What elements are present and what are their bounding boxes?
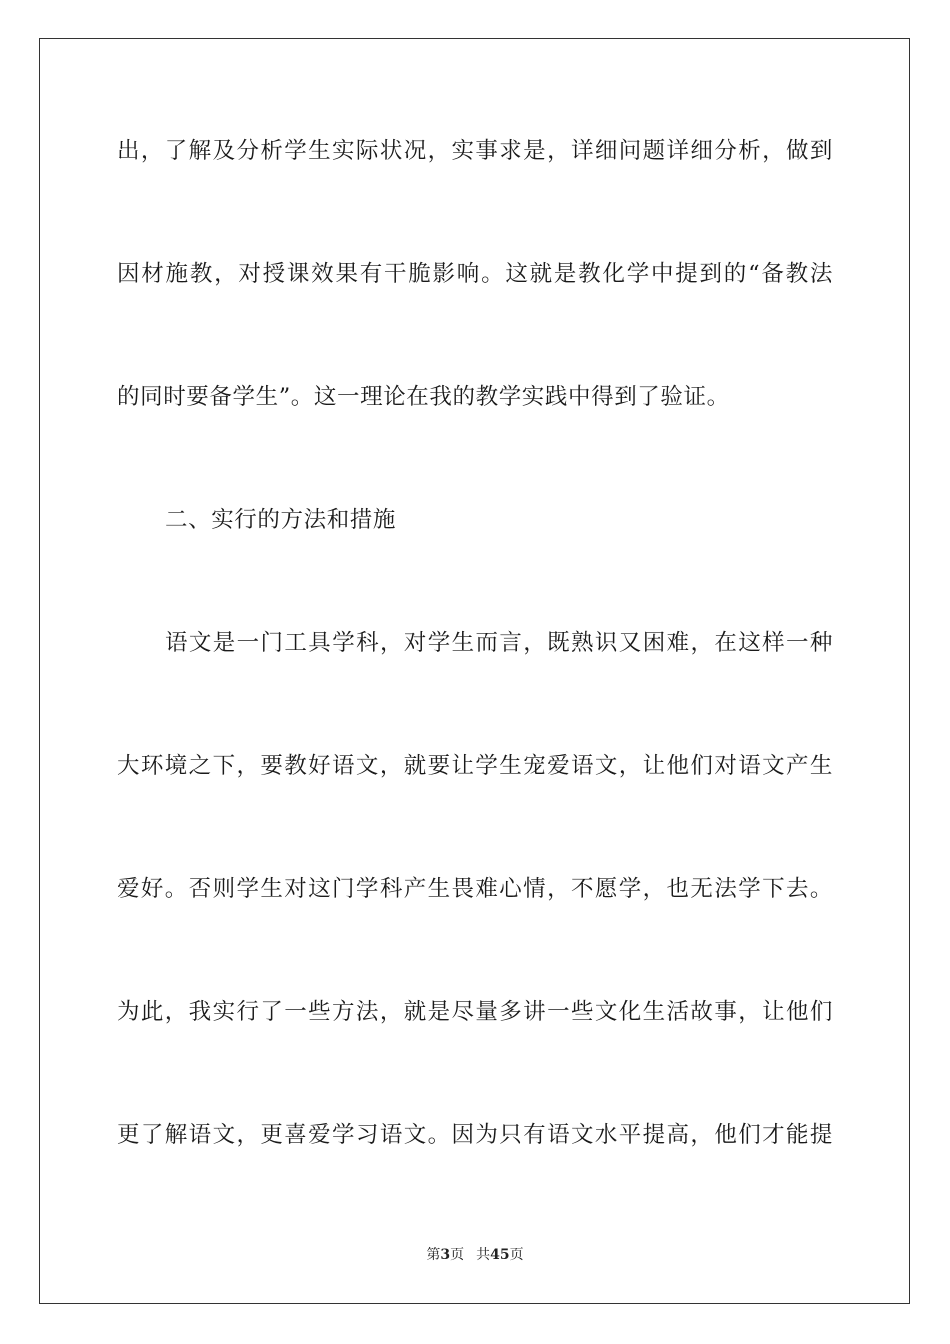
page-footer [0,1245,950,1265]
body-text-line-8: 为此，我实行了一些方法，就是尽量多讲一些文化生活故事，让他们 [117,999,833,1025]
total-suffix: 页 [509,1247,524,1263]
body-text-line-5: 语文是一门工具学科，对学生而言，既熟识又困难，在这样一种 [165,630,833,656]
page-number: 3 [440,1247,451,1263]
body-text-line-9: 更了解语文，更喜爱学习语文。因为只有语文水平提高，他们才能提 [117,1122,833,1148]
body-text-line-3: 的同时要备学生”。这一理论在我的教学实践中得到了验证。 [117,384,730,410]
body-text-line-2: 因材施教，对授课效果有干脆影响。这就是教化学中提到的“备教法 [117,261,833,287]
body-text-line-7: 爱好。否则学生对这门学科产生畏难心情，不愿学，也无法学下去。 [117,876,833,902]
body-text-line-1: 出，了解及分析学生实际状况，实事求是，详细问题详细分析，做到 [117,138,833,164]
page-suffix: 页 [450,1247,465,1263]
total-pages: 45 [490,1247,510,1263]
page-prefix: 第 [426,1247,441,1263]
total-prefix: 共 [476,1247,491,1263]
page-border [39,38,910,1304]
body-text-line-6: 大环境之下，要教好语文，就要让学生宠爱语文，让他们对语文产生 [117,753,833,779]
section-heading: 二、实行的方法和措施 [165,507,397,533]
